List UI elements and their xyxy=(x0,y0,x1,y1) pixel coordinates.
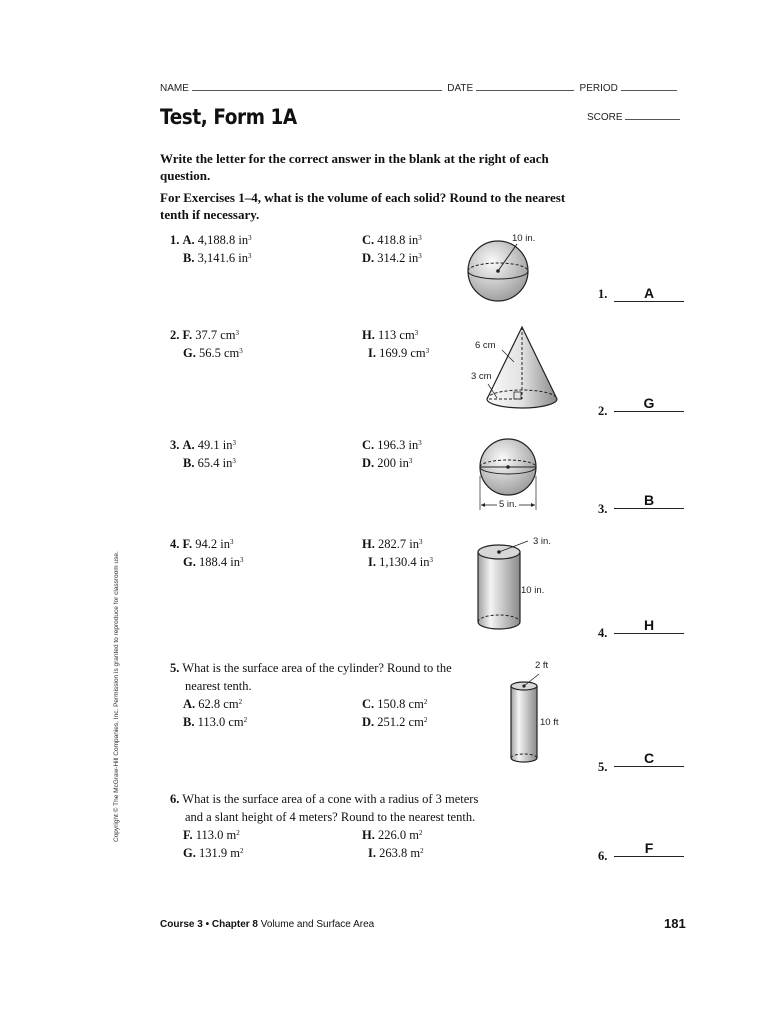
answer-blank-1[interactable]: A xyxy=(614,285,684,302)
answer-3: 3. xyxy=(598,502,608,516)
option-d: D. 251.2 $cm^2$ xyxy=(362,715,428,729)
option-a: 1. A. 4,188.8 $in^3$ xyxy=(170,233,252,247)
option-c: C. 418.8 $in^3$ xyxy=(362,233,422,247)
answer-6: 6. xyxy=(598,849,608,863)
option-d: D. 200 $in^3$ xyxy=(362,456,413,470)
fig4-label-height: 10 in. xyxy=(521,585,545,596)
question-3-options-right xyxy=(362,436,422,472)
answer-4: 4. xyxy=(598,626,608,640)
option-h: H. 282.7 $in^3$ xyxy=(362,537,423,551)
footer-course-label: Course 3 xyxy=(160,919,203,930)
option-c: C. 150.8 $cm^2$ xyxy=(362,697,428,711)
score-label: SCORE xyxy=(587,112,623,123)
date-field[interactable] xyxy=(476,81,574,91)
question-6-options-right xyxy=(362,826,424,862)
fig5-label-radius: 2 ft xyxy=(535,660,549,671)
option-a: 3. A. 49.1 $in^3$ xyxy=(170,438,237,452)
fig4-label-radius: 3 in. xyxy=(533,536,551,547)
answer-blank-5[interactable]: C xyxy=(614,750,684,767)
option-i: I. 263.8 $m^2$ xyxy=(368,846,424,860)
question-3 xyxy=(170,436,236,472)
footer-chapter-label: Chapter 8 xyxy=(211,919,258,930)
answer-blank-4[interactable]: H xyxy=(614,617,684,634)
question-6-stem-2: and a slant height of 4 meters? Round to the nearest tenth. xyxy=(185,810,476,824)
cone-figure xyxy=(482,322,562,418)
name-field[interactable] xyxy=(192,81,442,91)
question-6 xyxy=(170,790,478,862)
question-1 xyxy=(170,231,252,267)
question-4-options-right xyxy=(362,535,433,571)
question-4 xyxy=(170,535,243,571)
question-2-options-right xyxy=(362,326,429,362)
question-5-stem-2: nearest tenth. xyxy=(185,679,252,693)
page-title: Test, Form 1A xyxy=(160,105,297,129)
footer-course xyxy=(160,919,374,930)
answer-blank-6[interactable]: F xyxy=(614,840,684,857)
answer-blank-3[interactable]: B xyxy=(614,492,684,509)
option-f: 4. F. 94.2 $in^3$ xyxy=(170,537,234,551)
page-number: 181 xyxy=(664,916,686,931)
fig5-label-height: 10 ft xyxy=(540,717,559,728)
footer-chapter-title: Volume and Surface Area xyxy=(260,919,375,930)
option-i: I. 1,130.4 $in^3$ xyxy=(368,555,433,569)
name-label: NAME xyxy=(160,83,189,94)
instruction-1: Write the letter for the correct answer in the blank at the right of each question. xyxy=(160,151,549,183)
question-2 xyxy=(170,326,243,362)
option-b: B. 65.4 $in^3$ xyxy=(183,456,236,470)
option-i: I. 169.9 $cm^3$ xyxy=(368,346,430,360)
fig1-label: 10 in. xyxy=(512,233,536,244)
footer-bullet: • xyxy=(205,919,210,930)
period-field[interactable] xyxy=(621,81,677,91)
option-g: G. 56.5 $cm^3$ xyxy=(183,346,243,360)
option-h: H. 226.0 $m^2$ xyxy=(362,828,423,842)
question-5-stem-1: What is the surface area of the cylinder? Round to the xyxy=(182,661,452,675)
period-label: PERIOD xyxy=(579,83,618,94)
question-1-options-right xyxy=(362,231,422,267)
answer-2: 2. xyxy=(598,404,608,418)
answer-blank-2[interactable]: G xyxy=(614,395,684,412)
fig2-label-slant: 6 cm xyxy=(475,340,496,351)
sphere-figure-1 xyxy=(460,232,550,307)
option-h: H. 113 $cm^3$ xyxy=(362,328,419,342)
copyright-notice: Copyright © The McGraw-Hill Companies, Inc. Permission is granted to reproduce for classroom use. xyxy=(113,551,120,842)
score-row xyxy=(587,110,680,123)
question-6-stem-1: What is the surface area of a cone with a radius of 3 meters xyxy=(182,792,479,806)
question-6-number: 6. xyxy=(170,792,180,806)
option-a: A. 62.8 $cm^2$ xyxy=(183,697,243,711)
instruction-2: For Exercises 1–4, what is the volume of each solid? Round to the nearest tenth if necessary. xyxy=(160,190,566,222)
option-f: 2. F. 37.7 $cm^3$ xyxy=(170,328,240,342)
option-c: C. 196.3 $in^3$ xyxy=(362,438,422,452)
option-b: B. 113.0 $cm^2$ xyxy=(183,715,248,729)
name-row xyxy=(160,81,677,94)
answer-5: 5. xyxy=(598,760,608,774)
date-label: DATE xyxy=(447,83,474,94)
question-5-number: 5. xyxy=(170,661,180,675)
fig2-label-radius: 3 cm xyxy=(471,371,492,382)
score-field[interactable] xyxy=(625,110,680,120)
option-g: G. 131.9 $m^2$ xyxy=(183,846,244,860)
answer-1: 1. xyxy=(598,287,608,301)
option-g: G. 188.4 $in^3$ xyxy=(183,555,244,569)
option-b: B. 3,141.6 $in^3$ xyxy=(183,251,252,265)
option-d: D. 314.2 $in^3$ xyxy=(362,251,422,265)
option-f: F. 113.0 $m^2$ xyxy=(183,828,240,842)
question-5-options-right xyxy=(362,695,427,731)
fig3-label: 5 in. xyxy=(499,499,517,510)
